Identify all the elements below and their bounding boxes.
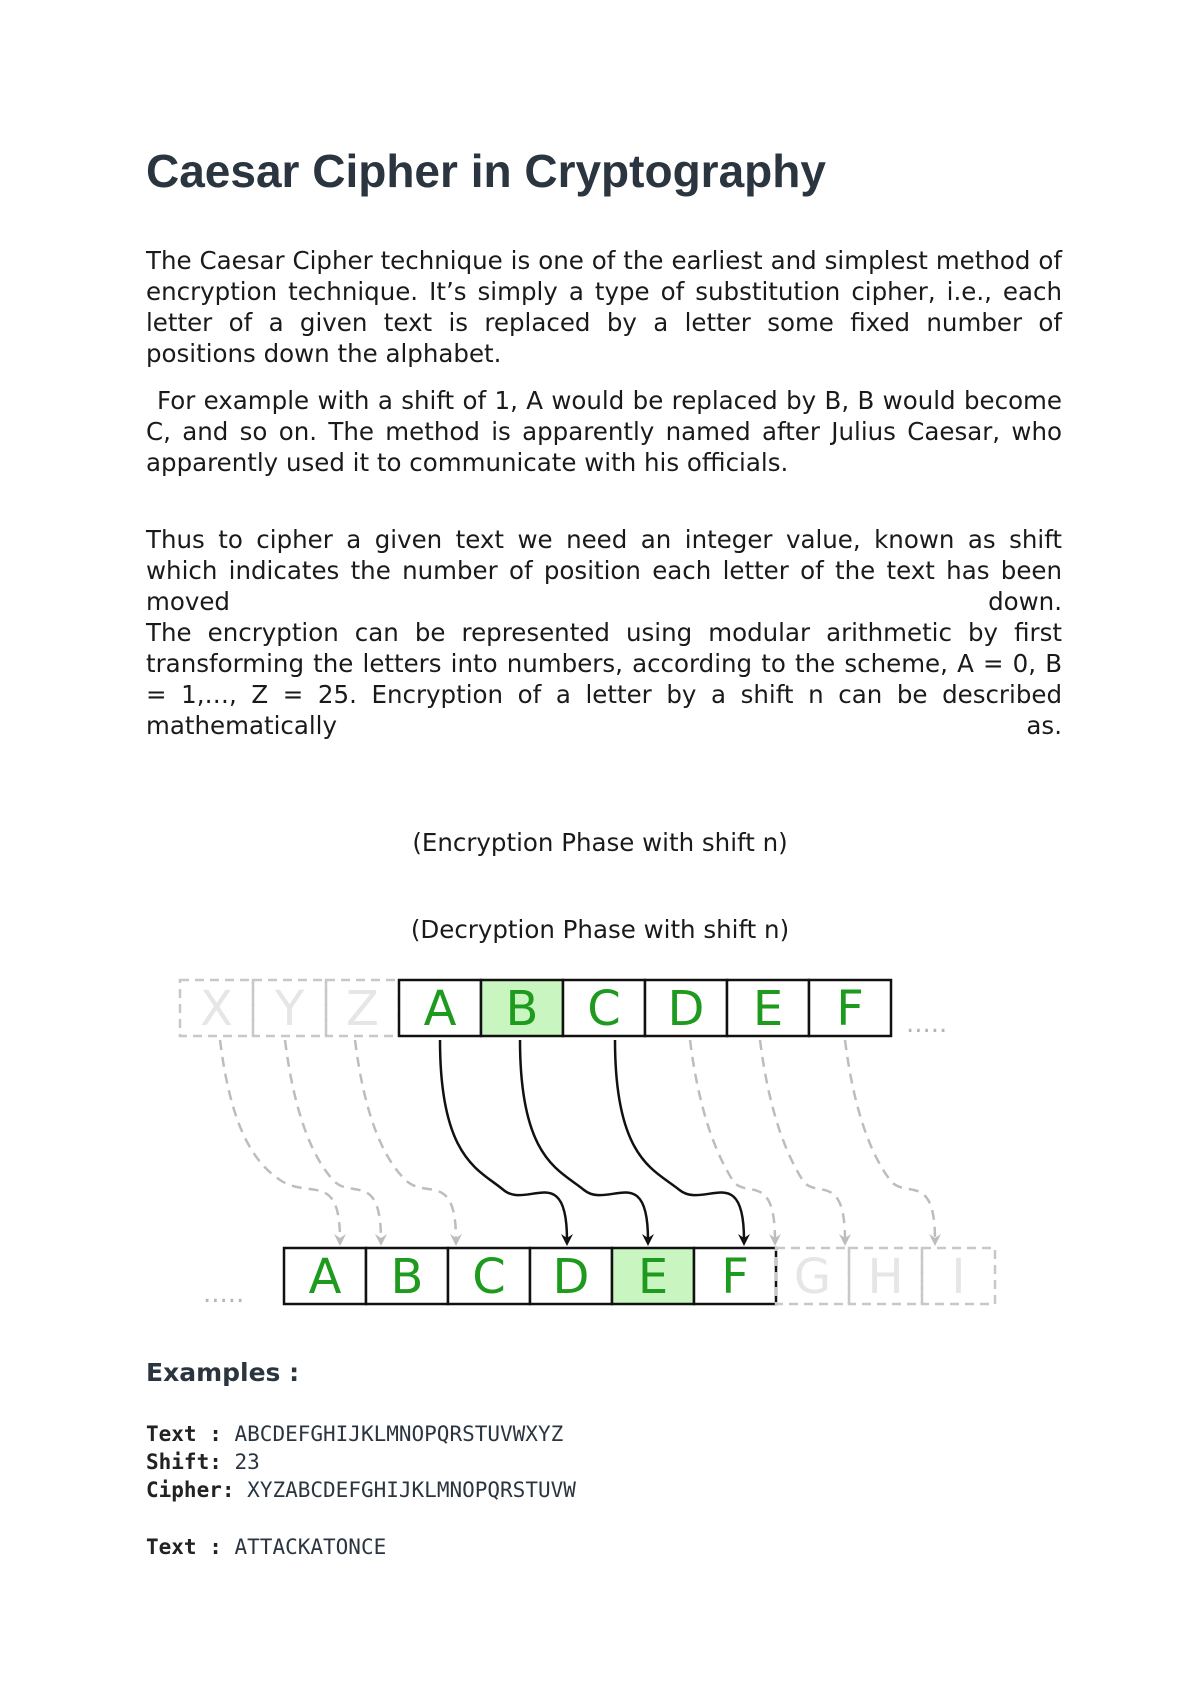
shift-arrow-faded (760, 1040, 845, 1240)
plain-letter: A (423, 981, 457, 1037)
cipher-letter: C (472, 1249, 506, 1305)
example-paragraph: For example with a shift of 1, A would be replaced by B, B would become C, and so on. The method is apparently named after Julius Caesar, who apparently used it to communicate with his officials. (146, 386, 1062, 477)
faded-letter: X (200, 981, 233, 1037)
caesar-shift-diagram (0, 960, 1200, 1320)
example-line-text-2 (146, 1533, 386, 1561)
cipher-letter: D (552, 1249, 590, 1305)
shift-arrow-faded (690, 1040, 775, 1240)
encryption-caption: (Encryption Phase with shift n) (412, 828, 788, 857)
ellipsis: ..... (203, 1279, 245, 1309)
example-label: Shift: (146, 1450, 222, 1474)
plain-letter: F (836, 981, 864, 1037)
cipher-letter: F (721, 1249, 749, 1305)
example-label: Text : (146, 1422, 222, 1446)
shift-arrow-faded (285, 1040, 381, 1240)
cipher-letter: B (390, 1249, 424, 1305)
plain-letter: E (752, 981, 784, 1037)
faded-letter: H (867, 1249, 904, 1305)
example-label: Text : (146, 1535, 222, 1559)
shift-arrow-faded (845, 1040, 935, 1240)
plain-letter: B (505, 981, 539, 1037)
example-line-text (146, 1420, 563, 1448)
example-line-cipher (146, 1476, 576, 1504)
examples-heading: Examples : (146, 1358, 300, 1387)
cipher-letter: A (308, 1249, 342, 1305)
faded-letter: Z (346, 981, 379, 1037)
shift-paragraph: Thus to cipher a given text we need an integer value, known as shift which indicates the number of position each letter of the text has been moved down. (146, 525, 1062, 616)
plain-letter: C (587, 981, 621, 1037)
faded-letter: G (793, 1249, 832, 1305)
decryption-caption: (Decryption Phase with shift n) (410, 915, 790, 944)
plain-letter: D (667, 981, 705, 1037)
example-value: ABCDEFGHIJKLMNOPQRSTUVWXYZ (234, 1422, 564, 1446)
example-label: Cipher: (146, 1478, 235, 1502)
example-value: XYZABCDEFGHIJKLMNOPQRSTUVW (247, 1478, 576, 1502)
cipher-letter: E (637, 1249, 669, 1305)
shift-arrow (615, 1040, 744, 1240)
shift-arrow-faded (220, 1040, 340, 1240)
example-line-shift (146, 1448, 260, 1476)
example-value: 23 (234, 1450, 260, 1474)
intro-paragraph: The Caesar Cipher technique is one of the earliest and simplest method of encryption technique. It’s simply a type of substitution cipher, i.e., each letter of a given text is replaced by a letter some fixed number of positions down the alphabet. (146, 246, 1062, 368)
modular-arithmetic-paragraph: The encryption can be represented using modular arithmetic by first transforming the letters into numbers, according to the scheme, A = 0, B = 1,…, Z = 25. Encryption of a letter by a shift n can be described mathematically as. (146, 618, 1062, 740)
faded-letter: Y (274, 981, 305, 1037)
shift-arrow (440, 1040, 567, 1240)
example-value: ATTACKATONCE (234, 1535, 387, 1559)
faded-letter: I (951, 1249, 966, 1305)
page-title: Caesar Cipher in Cryptography (146, 145, 826, 197)
shift-arrow (520, 1040, 648, 1240)
ellipsis: ..... (906, 1009, 948, 1039)
